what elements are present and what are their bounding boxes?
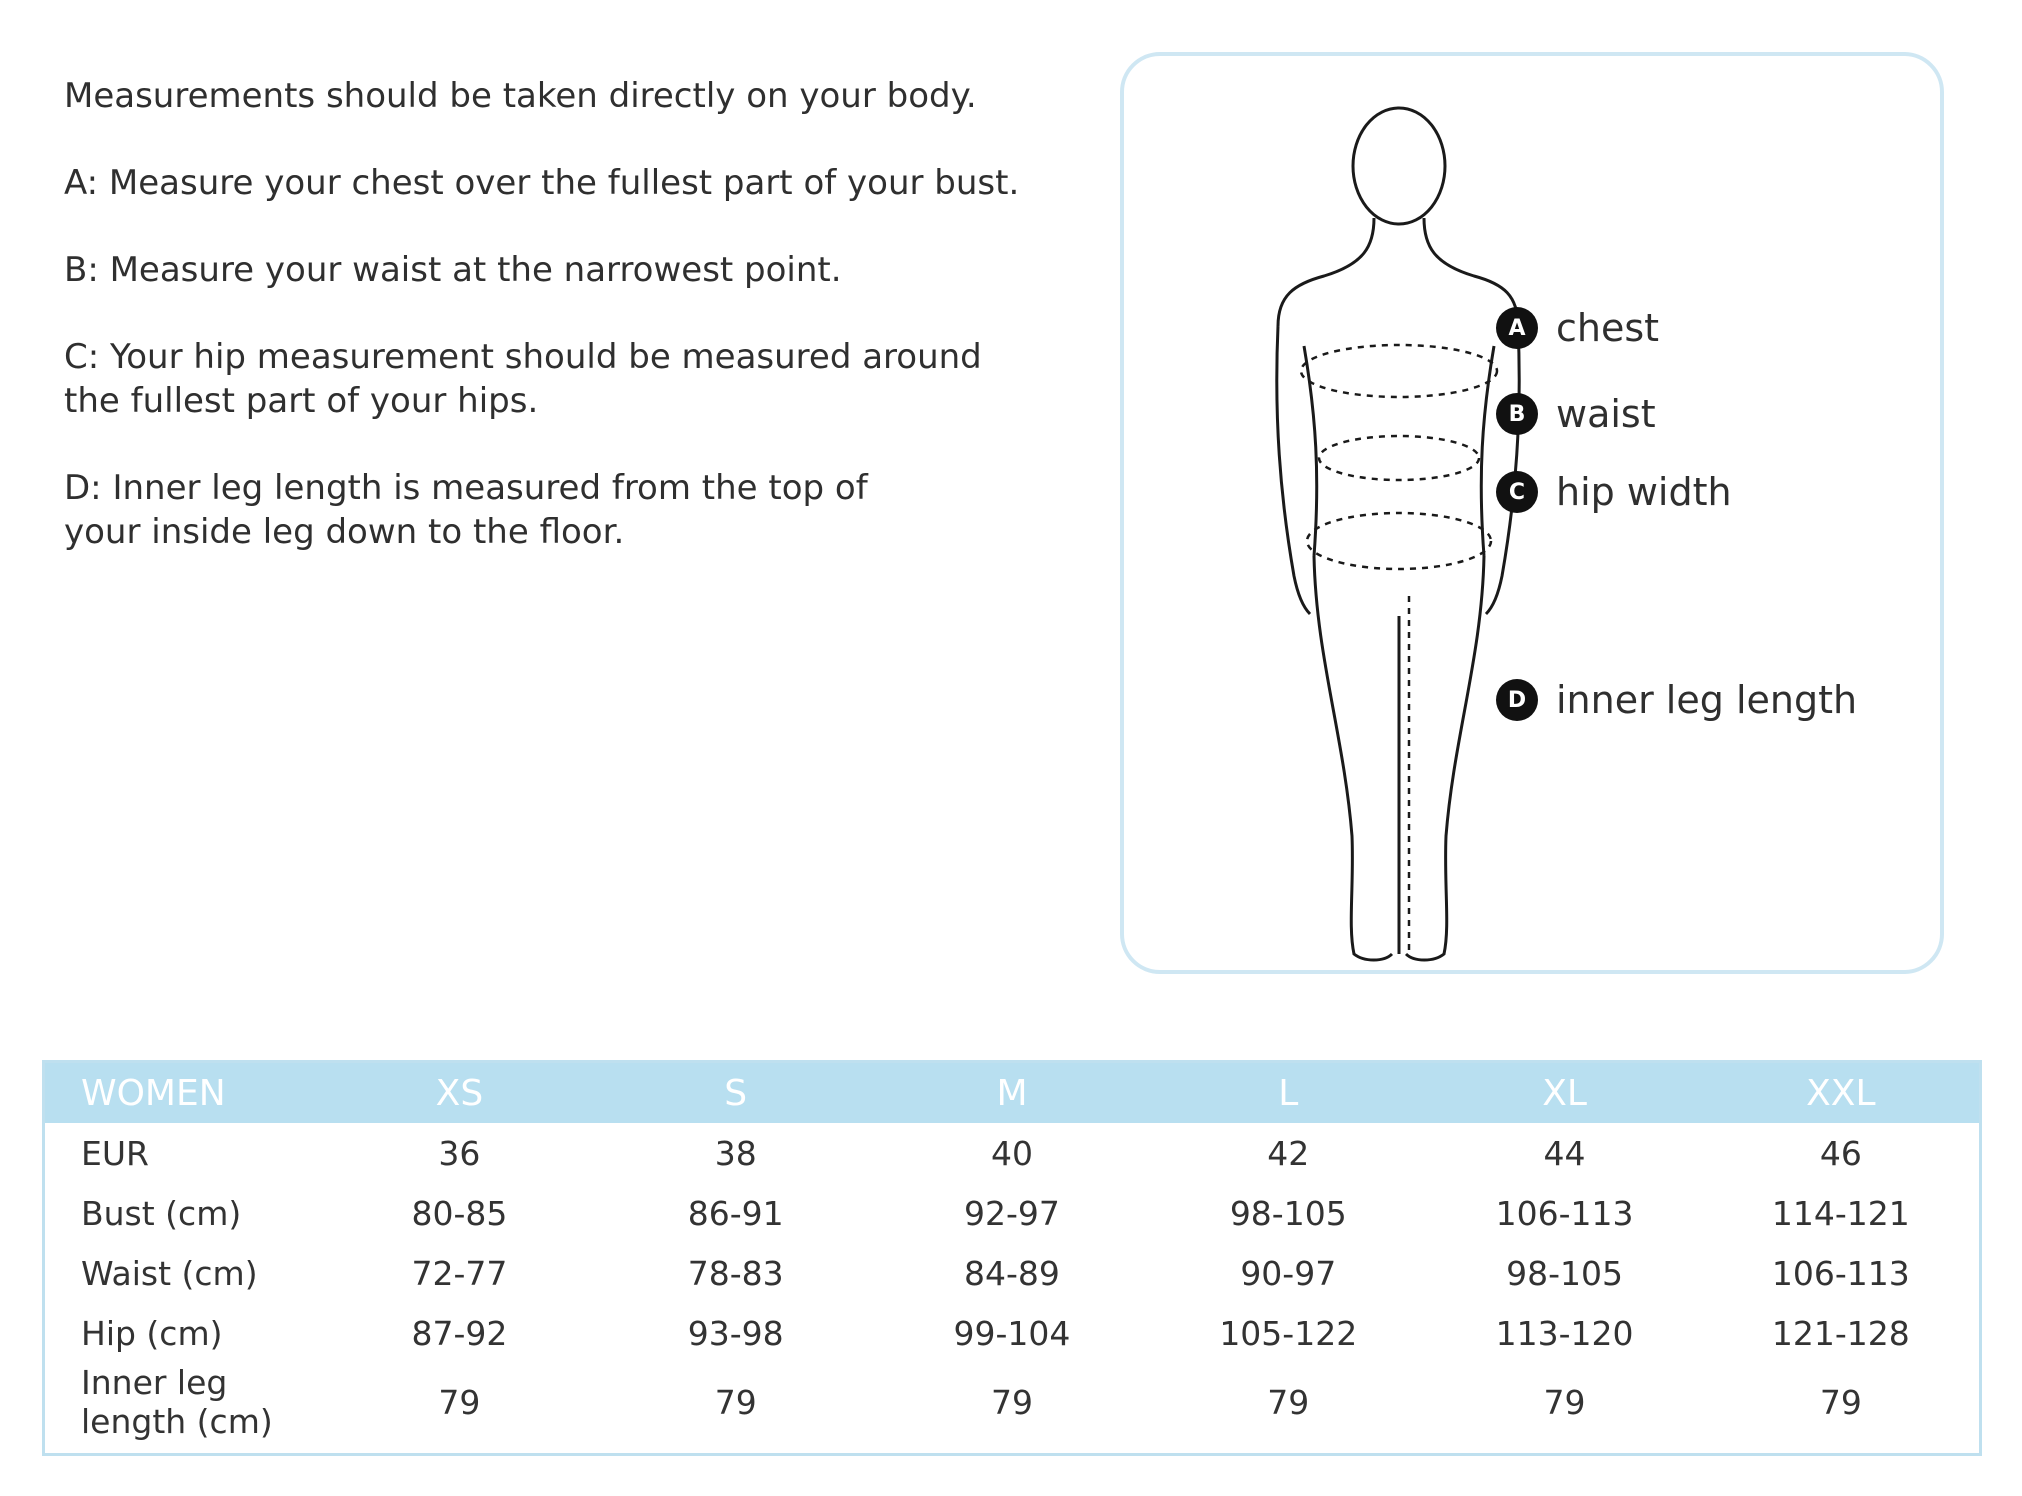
legend-hip-label: hip width: [1556, 470, 1732, 514]
header-xl: XL: [1542, 1072, 1587, 1114]
left-torso-outline: [1304, 346, 1317, 556]
header-m: M: [996, 1072, 1028, 1114]
waist-measure-line: [1319, 436, 1479, 480]
instruction-d-line2: your inside leg down to the floor.: [64, 512, 625, 552]
legend-hip: [1496, 470, 1732, 514]
table-cell: 79: [990, 1382, 1033, 1422]
instruction-intro: Measurements should be taken directly on your body.: [64, 76, 977, 116]
chest-measure-line: [1301, 345, 1497, 397]
chest-marker-icon: A: [1496, 307, 1538, 349]
left-leg-outline: [1314, 556, 1392, 960]
table-cell: 86-91: [687, 1193, 784, 1233]
women-size-table: [42, 1060, 1982, 1456]
row-label: Hip (cm): [81, 1313, 223, 1353]
table-cell: 87-92: [411, 1313, 508, 1353]
table-cell: 98-105: [1229, 1193, 1347, 1233]
table-cell: 38: [714, 1133, 757, 1173]
legend-waist: [1496, 392, 1656, 436]
table-row: [45, 1363, 1979, 1441]
table-cell: 90-97: [1240, 1253, 1337, 1293]
table-row: [45, 1123, 1979, 1183]
table-cell: 84-89: [964, 1253, 1060, 1293]
row-label: Bust (cm): [81, 1193, 242, 1233]
body-diagram-card: [1120, 52, 1944, 974]
legend-inner-leg-label: inner leg length: [1556, 678, 1858, 722]
hip-measure-line: [1307, 513, 1491, 569]
size-chart-table: [45, 1063, 1979, 1441]
legend-chest: [1496, 306, 1659, 350]
table-cell: 79: [438, 1382, 481, 1422]
instruction-c: [64, 335, 1024, 423]
table-row: [45, 1243, 1979, 1303]
instruction-c-line2: the fullest part of your hips.: [64, 381, 539, 421]
table-cell: 44: [1543, 1133, 1586, 1173]
legend-waist-label: waist: [1556, 392, 1656, 436]
table-cell: 114-121: [1771, 1193, 1910, 1233]
row-label: Waist (cm): [81, 1253, 258, 1293]
inner-leg-marker-icon: D: [1496, 679, 1538, 721]
table-cell: 98-105: [1506, 1253, 1623, 1293]
hip-marker-icon: C: [1496, 471, 1538, 513]
instruction-d-line1: D: Inner leg length is measured from the top of: [64, 468, 868, 508]
legend-chest-label: chest: [1556, 306, 1660, 350]
right-leg-outline: [1406, 556, 1484, 960]
waist-marker-icon: B: [1496, 393, 1538, 435]
table-cell: 40: [990, 1133, 1033, 1173]
instruction-b: B: Measure your waist at the narrowest point.: [64, 250, 842, 290]
instruction-c-line1: C: Your hip measurement should be measured around: [64, 337, 982, 377]
table-cell: 42: [1267, 1133, 1310, 1173]
table-cell: 46: [1819, 1133, 1862, 1173]
measurement-instructions: [64, 74, 1024, 597]
table-cell: 79: [1267, 1382, 1310, 1422]
table-row: [45, 1183, 1979, 1243]
header-xxl: XXL: [1806, 1072, 1876, 1114]
right-torso-outline: [1481, 346, 1494, 556]
table-cell: 106-113: [1495, 1193, 1634, 1233]
table-cell: 80-85: [411, 1193, 508, 1233]
table-cell: 105-122: [1219, 1313, 1358, 1353]
table-row: [45, 1303, 1979, 1363]
header-l: L: [1278, 1072, 1299, 1114]
table-cell: 79: [714, 1382, 757, 1422]
table-cell: 121-128: [1771, 1313, 1910, 1353]
legend-inner-leg: [1496, 678, 1857, 722]
table-header-row: [45, 1063, 1979, 1123]
table-cell: 106-113: [1771, 1253, 1910, 1293]
table-cell: 93-98: [687, 1313, 784, 1353]
table-cell: 78-83: [687, 1253, 784, 1293]
body-outline-illustration: [1224, 96, 1524, 976]
header-s: S: [724, 1072, 748, 1114]
table-cell: 36: [438, 1133, 481, 1173]
header-women: WOMEN: [81, 1072, 226, 1114]
head-outline: [1353, 108, 1445, 224]
table-cell: 113-120: [1495, 1313, 1634, 1353]
table-cell: 99-104: [953, 1313, 1071, 1353]
table-cell: 79: [1543, 1382, 1586, 1422]
instruction-a: A: Measure your chest over the fullest part of your bust.: [64, 163, 1020, 203]
table-cell: 92-97: [964, 1193, 1060, 1233]
row-label: Inner leg length (cm): [81, 1363, 273, 1441]
row-label: EUR: [81, 1133, 149, 1173]
header-xs: XS: [435, 1072, 484, 1114]
table-cell: 72-77: [411, 1253, 508, 1293]
instruction-d: [64, 466, 1024, 554]
left-shoulder-outline: [1278, 218, 1374, 326]
table-cell: 79: [1819, 1382, 1862, 1422]
left-arm-outline: [1277, 326, 1310, 614]
